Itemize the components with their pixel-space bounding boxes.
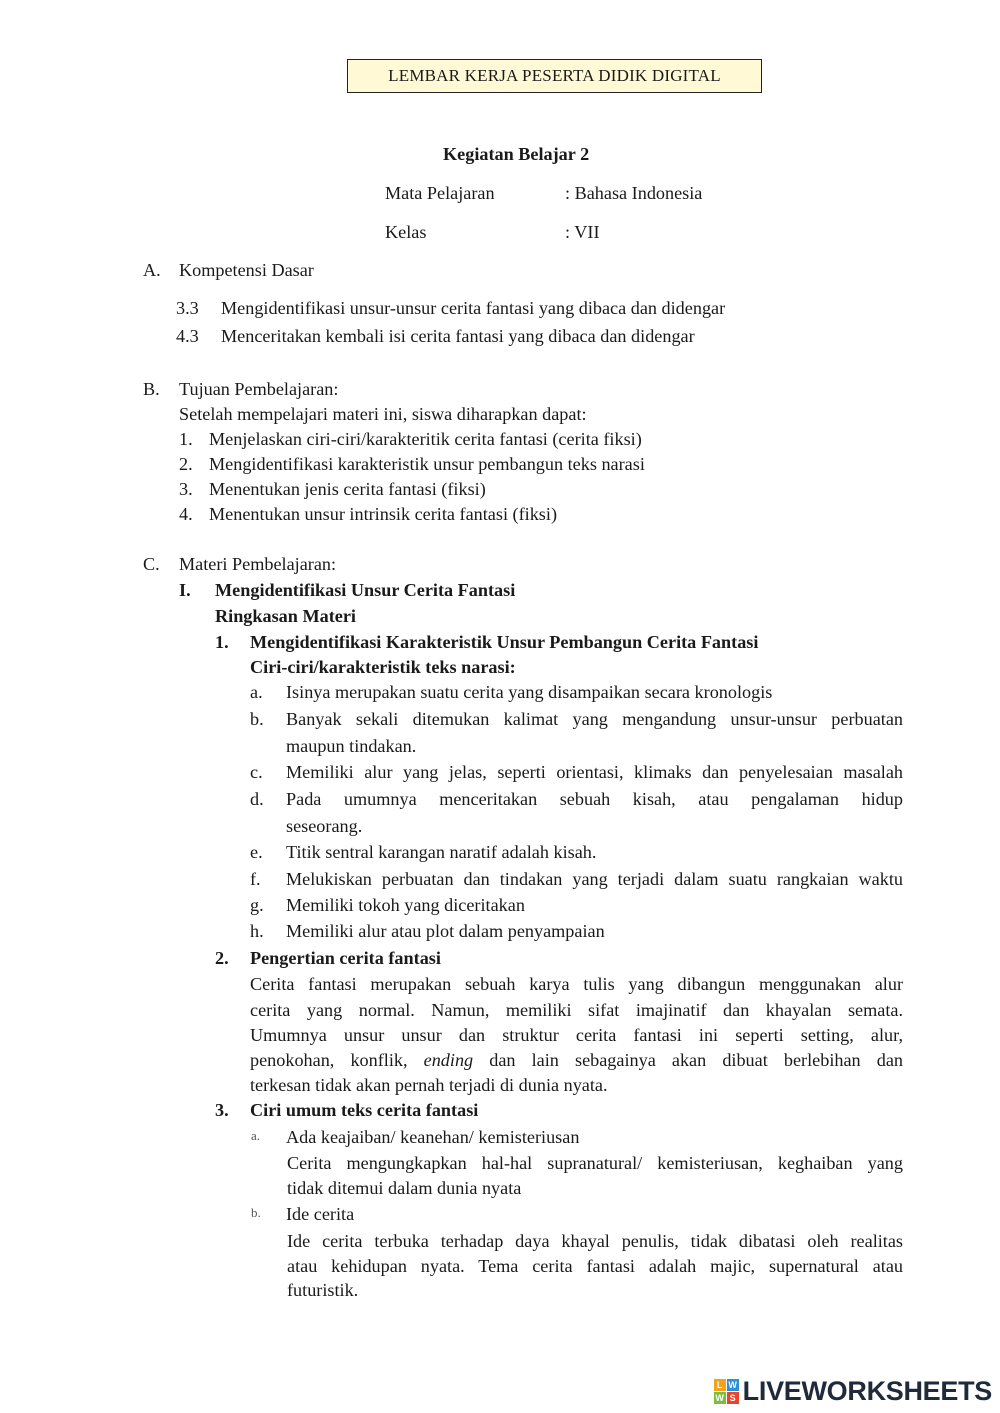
definition-paragraph: Cerita fantasi merupakan sebuah karya tulis yang dibangun menggunakan alur [250, 974, 903, 994]
list-letter: g. [250, 895, 264, 915]
feature-description: Ide cerita terbuka terhadap daya khayal penulis, tidak dibatasi oleh realitas [287, 1231, 903, 1251]
objective-text: Mengidentifikasi karakteristik unsur pembangun teks narasi [209, 454, 645, 474]
section-a-letter: A. [143, 260, 161, 280]
section-c-letter: C. [143, 554, 160, 574]
feature-description: atau kehidupan nyata. Tema cerita fantasi adalah majic, supernatural atau [287, 1256, 903, 1276]
liveworksheets-logo[interactable] [714, 1376, 992, 1406]
sub3-title: Ciri umum teks cerita fantasi [250, 1100, 479, 1120]
section-c-title: Materi Pembelajaran: [179, 554, 337, 574]
kd-text: Menceritakan kembali isi cerita fantasi yang dibaca dan didengar [221, 326, 695, 346]
list-item-text: maupun tindakan. [286, 736, 417, 756]
list-item-text: Titik sentral karangan naratif adalah kisah. [286, 842, 597, 862]
activity-title: Kegiatan Belajar 2 [443, 144, 590, 164]
objective-text: Menentukan unsur intrinsik cerita fantasi (fiksi) [209, 504, 557, 524]
definition-paragraph [250, 1047, 903, 1073]
objective-number: 2. [179, 454, 193, 474]
list-item-text: seseorang. [286, 816, 363, 836]
paragraph-text: penokohan, konflik, [250, 1050, 424, 1070]
kd-number: 3.3 [176, 298, 199, 318]
class-label: Kelas [385, 222, 427, 242]
document-title-box: LEMBAR KERJA PESERTA DIDIK DIGITAL [347, 59, 762, 93]
logo-tiles-icon [714, 1379, 739, 1404]
kd-text: Mengidentifikasi unsur-unsur cerita fantasi yang dibaca dan didengar [221, 298, 726, 318]
feature-title: Ide cerita [286, 1204, 355, 1224]
list-letter: c. [250, 762, 263, 782]
list-letter: e. [250, 842, 263, 862]
part-number: I. [179, 580, 191, 600]
subject-label: Mata Pelajaran [385, 183, 495, 203]
definition-paragraph: Umumnya unsur unsur dan struktur cerita fantasi ini seperti setting, alur, [250, 1025, 903, 1045]
logo-tile: S [727, 1392, 739, 1404]
objective-number: 4. [179, 504, 193, 524]
list-letter: h. [250, 921, 264, 941]
list-item-text: Memiliki alur yang jelas, seperti orientasi, klimaks dan penyelesaian masalah [286, 762, 903, 782]
feature-description: Cerita mengungkapkan hal-hal supranatural/ kemisteriusan, keghaiban yang [287, 1153, 903, 1173]
list-item-text: Isinya merupakan suatu cerita yang disampaikan secara kronologis [286, 682, 773, 702]
logo-tile: W [715, 1392, 724, 1403]
objective-number: 3. [179, 479, 193, 499]
sub2-title: Pengertian cerita fantasi [250, 948, 441, 968]
definition-paragraph: cerita yang normal. Namun, memiliki sifat imajinatif dan khayalan semata. [250, 1000, 903, 1020]
kd-number: 4.3 [176, 326, 199, 346]
class-value: : VII [565, 222, 600, 242]
logo-tile: W [728, 1379, 737, 1390]
feature-description: futuristik. [287, 1280, 359, 1300]
feature-title: Ada keajaiban/ keanehan/ kemisteriusan [286, 1127, 580, 1147]
list-letter: b. [250, 709, 264, 729]
part-title: Mengidentifikasi Unsur Cerita Fantasi [215, 580, 516, 600]
section-b-letter: B. [143, 379, 160, 399]
definition-paragraph: terkesan tidak akan pernah terjadi di dunia nyata. [250, 1075, 608, 1095]
list-letter: d. [250, 789, 264, 809]
list-letter: a. [251, 1128, 261, 1143]
feature-description: tidak ditemui dalam dunia nyata [287, 1178, 522, 1198]
sub1-subtitle: Ciri-ciri/karakteristik teks narasi: [250, 657, 516, 677]
italic-term: ending [423, 1050, 474, 1070]
objective-text: Menjelaskan ciri-ciri/karakteritik cerita fantasi (cerita fiksi) [209, 429, 642, 449]
sub2-number: 2. [215, 948, 229, 968]
section-b-intro: Setelah mempelajari materi ini, siswa diharapkan dapat: [179, 404, 587, 424]
logo-tile: L [714, 1379, 726, 1391]
list-letter: b. [251, 1205, 261, 1220]
list-item-text: Pada umumnya menceritakan sebuah kisah, atau pengalaman hidup [286, 789, 903, 809]
sub1-title: Mengidentifikasi Karakteristik Unsur Pembangun Cerita Fantasi [250, 632, 759, 652]
list-item-text: Melukiskan perbuatan dan tindakan yang terjadi dalam suatu rangkaian waktu [286, 869, 903, 889]
list-item-text: Banyak sekali ditemukan kalimat yang mengandung unsur-unsur perbuatan [286, 709, 903, 729]
subject-value: : Bahasa Indonesia [565, 183, 703, 203]
summary-heading: Ringkasan Materi [215, 606, 356, 626]
logo-brand-text: LIVEWORKSHEETS [742, 1375, 992, 1406]
sub3-number: 3. [215, 1100, 229, 1120]
objective-number: 1. [179, 429, 193, 449]
list-item-text: Memiliki tokoh yang diceritakan [286, 895, 525, 915]
section-a-title: Kompetensi Dasar [179, 260, 314, 280]
section-b-title: Tujuan Pembelajaran: [179, 379, 339, 399]
list-item-text: Memiliki alur atau plot dalam penyampaian [286, 921, 605, 941]
list-letter: a. [250, 682, 263, 702]
paragraph-text: dan lain sebagainya akan dibuat berlebihan dan [473, 1050, 903, 1070]
objective-text: Menentukan jenis cerita fantasi (fiksi) [209, 479, 486, 499]
sub1-number: 1. [215, 632, 229, 652]
list-letter: f. [250, 869, 261, 889]
